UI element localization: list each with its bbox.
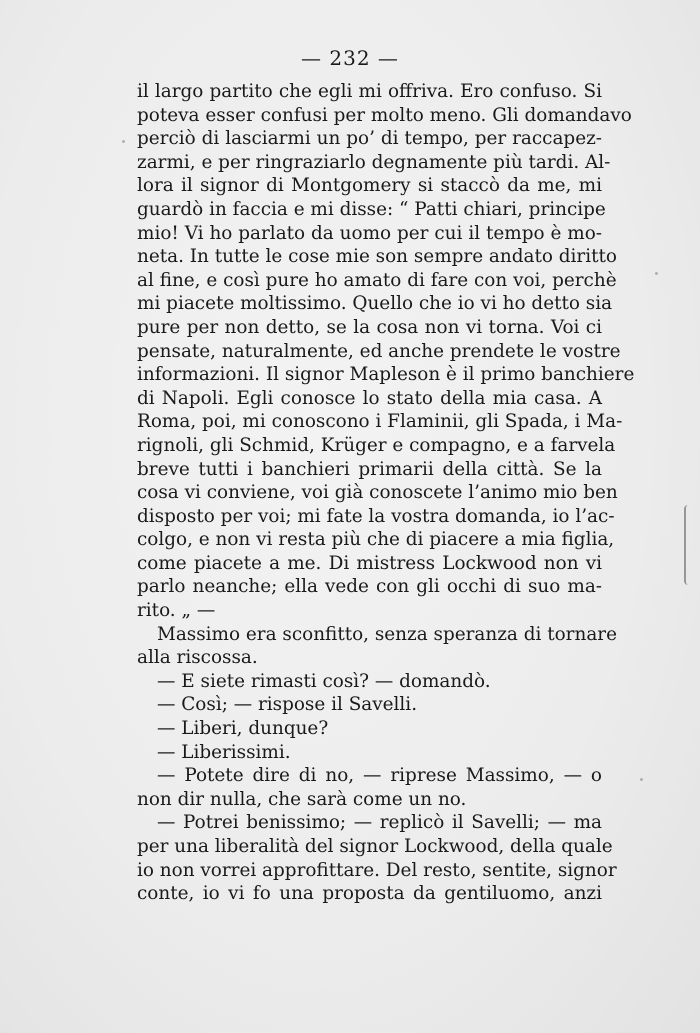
text-line: parlo neanche; ella vede con gli occhi di suo ma- [137,576,602,598]
text-line: zarmi, e per ringraziarlo degnamente più tardi. Al- [137,151,611,173]
text-line: come piacete a me. Di mistress Lockwood non vi [137,552,602,574]
text-line: breve tutti i banchieri primarii della città. Se la [137,458,602,480]
text-line: guardò in faccia e mi disse: “ Patti chiari, principe [137,198,606,220]
text-line: pure per non detto, se la cosa non vi torna. Voi ci [137,316,602,338]
paper-speck [122,140,125,143]
text-line: mio! Vi ho parlato da uomo per cui il tempo è mo- [137,222,602,244]
dialogue-line: — Potrei benissimo; — replicò il Savelli; — ma [157,812,602,834]
text-line: perciò di lasciarmi un po’ di tempo, per raccapez- [137,128,602,150]
text-line: pensate, naturalmente, ed anche prendete le vostre [137,340,621,362]
text-line: lora il signor di Montgomery si staccò da me, mi [137,175,602,197]
body-text [137,80,635,906]
text-line: colgo, e non vi resta più che di piacere a mia figlia, [137,529,615,551]
text-line: al fine, e così pure ho amato di fare con voi, perchè [137,269,617,291]
text-line: conte, io vi fo una proposta da gentiluomo, anzi [137,883,602,905]
text-line: poteva esser confusi per molto meno. Gli domandavo [137,104,632,126]
text-line: alla riscossa. [137,647,258,669]
text-line: informazioni. Il signor Mapleson è il primo banchiere [137,364,635,386]
dialogue-line: — E siete rimasti così? — domandò. [157,670,491,692]
text-line: neta. In tutte le cose mie son sempre andato diritto [137,246,617,268]
text-line: Roma, poi, mi conoscono i Flaminii, gli Spada, i Ma- [137,411,623,433]
text-line: mi piacete moltissimo. Quello che io vi ho detto sia [137,293,613,315]
text-line: il largo partito che egli mi offriva. Ero confuso. Si [137,81,602,102]
text-line: rignoli, gli Schmid, Krüger e compagno, e a farvela [137,434,616,456]
dialogue-line: — Potete dire di no, — riprese Massimo, — o [157,765,602,787]
text-line: cosa vi conviene, voi già conoscete l’animo mio ben [137,482,618,504]
text-line: rito. „ — [137,600,216,622]
paper-speck [640,778,643,781]
binding-mark [684,505,694,585]
paper-speck [655,272,658,275]
text-line: di Napoli. Egli conosce lo stato della mia casa. A [137,387,602,409]
dialogue-line: — Liberi, dunque? [157,718,329,740]
text-line: Massimo era sconfitto, senza speranza di tornare [157,623,617,645]
dialogue-line: — Liberissimi. [157,741,291,763]
dialogue-line: — Così; — rispose il Savelli. [157,694,418,716]
text-line: io non vorrei approfittare. Del resto, sentite, signor [137,859,617,881]
text-line: disposto per voi; mi fate la vostra domanda, io l’ac- [137,505,615,527]
text-line: per una liberalità del signor Lockwood, della quale [137,836,613,857]
page-number: — 232 — [301,46,399,70]
text-line: non dir nulla, che sarà come un no. [137,788,467,810]
